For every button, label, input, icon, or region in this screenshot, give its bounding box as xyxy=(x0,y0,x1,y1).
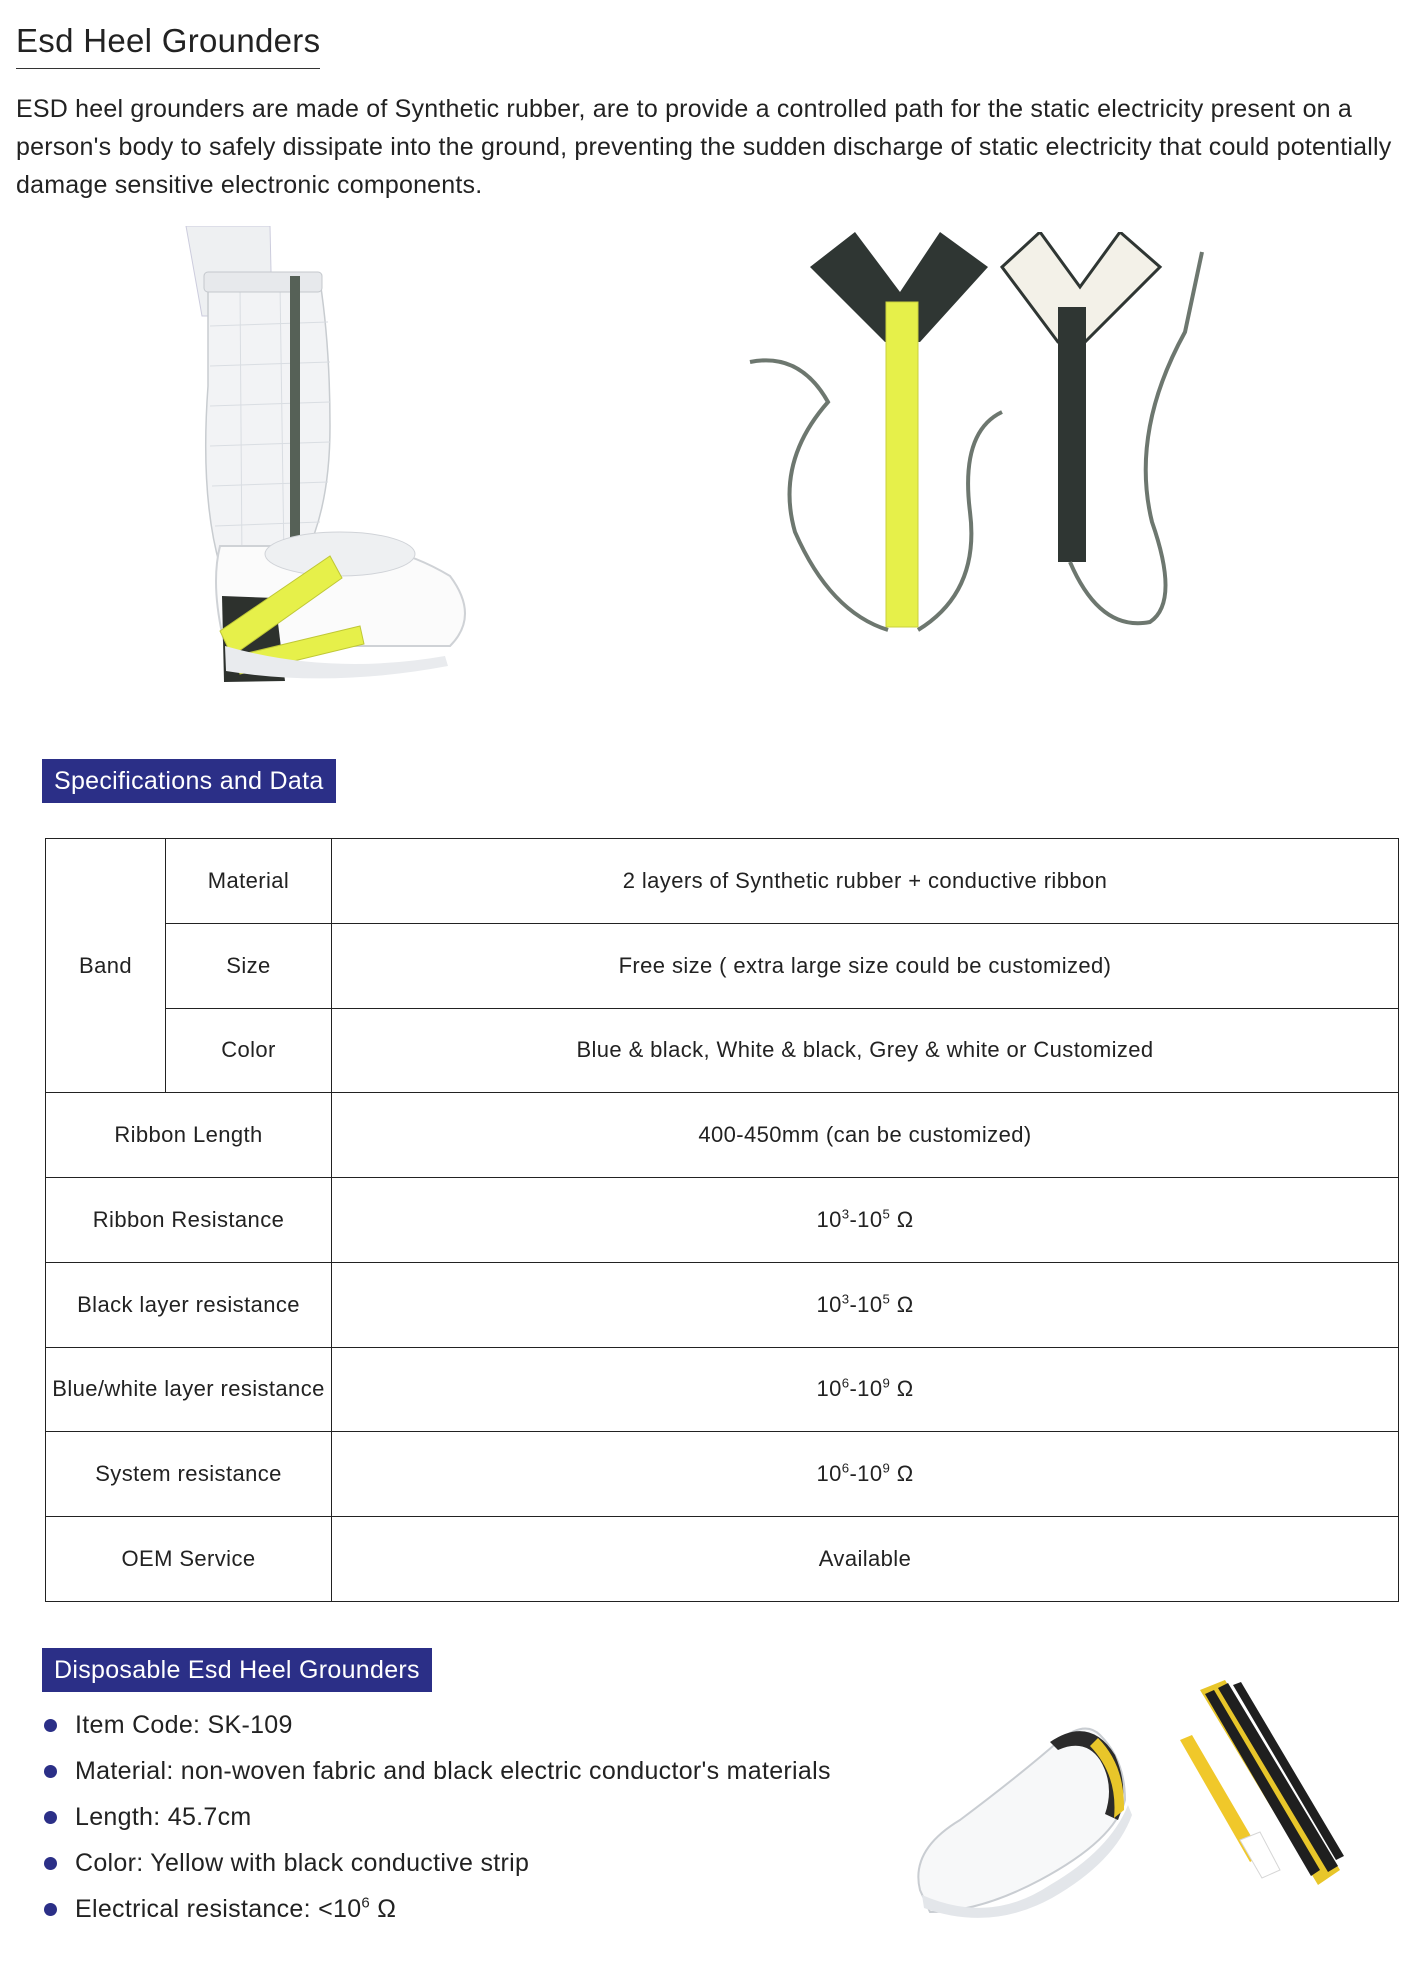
bluewhite-layer-resistance-value: $10^6-10^9$ Ω xyxy=(332,1347,1399,1432)
bullet-icon xyxy=(44,1719,57,1732)
disposable-heading: Disposable Esd Heel Grounders xyxy=(42,1648,432,1692)
bluewhite-layer-resistance-label: Blue/white layer resistance xyxy=(46,1347,332,1432)
list-item: Item Code: SK-109 xyxy=(42,1702,831,1748)
bullet-icon xyxy=(44,1765,57,1778)
color-value: Blue & black, White & black, Grey & white or Customized xyxy=(332,1008,1399,1093)
bullet-icon xyxy=(44,1811,57,1824)
table-row xyxy=(46,1178,1399,1263)
table-row xyxy=(46,1262,1399,1347)
spec-heading: Specifications and Data xyxy=(42,759,336,803)
list-item: Color: Yellow with black conductive strip xyxy=(42,1840,831,1886)
ribbon-resistance-label: Ribbon Resistance xyxy=(46,1178,332,1263)
oem-service-value: Available xyxy=(332,1517,1399,1602)
table-row xyxy=(46,839,1399,924)
list-item: Electrical resistance: $<10^6$ Ω xyxy=(42,1886,831,1932)
ribbon-resistance-value: $10^3-10^5$ Ω xyxy=(332,1178,1399,1263)
table-row xyxy=(46,1093,1399,1178)
table-row xyxy=(46,923,1399,1008)
boot-with-heel-grounder-image xyxy=(180,226,560,696)
disposable-heel-grounder-image xyxy=(900,1680,1380,1940)
list-item: Material: non-woven fabric and black electric conductor's materials xyxy=(42,1748,831,1794)
color-label: Color xyxy=(166,1008,332,1093)
table-row xyxy=(46,1432,1399,1517)
oem-service-label: OEM Service xyxy=(46,1517,332,1602)
table-row xyxy=(46,1008,1399,1093)
intro-paragraph: ESD heel grounders are made of Synthetic rubber, are to provide a controlled path for the static electricity present on a person's body to safely dissipate into the ground, preventing the sudden discharge of static electricity that could potentially damage sensitive electronic components. xyxy=(16,95,1392,199)
band-label: Band xyxy=(46,839,166,1093)
size-label: Size xyxy=(166,923,332,1008)
ribbon-length-value: 400-450mm (can be customized) xyxy=(332,1093,1399,1178)
material-label: Material xyxy=(166,839,332,924)
bullet-icon xyxy=(44,1903,57,1916)
feature-list xyxy=(42,1702,831,1932)
system-resistance-label: System resistance xyxy=(46,1432,332,1517)
size-value: Free size ( extra large size could be customized) xyxy=(332,923,1399,1008)
table-row xyxy=(46,1517,1399,1602)
system-resistance-value: $10^6-10^9$ Ω xyxy=(332,1432,1399,1517)
material-value: 2 layers of Synthetic rubber + conductive ribbon xyxy=(332,839,1399,924)
page-title: Esd Heel Grounders xyxy=(16,22,320,69)
table-row xyxy=(46,1347,1399,1432)
bullet-icon xyxy=(44,1857,57,1870)
list-item: Length: 45.7cm xyxy=(42,1794,831,1840)
black-layer-resistance-label: Black layer resistance xyxy=(46,1262,332,1347)
black-layer-resistance-value: $10^3-10^5$ Ω xyxy=(332,1262,1399,1347)
ribbon-length-label: Ribbon Length xyxy=(46,1093,332,1178)
spec-table xyxy=(45,838,1399,1602)
heel-grounders-image xyxy=(740,232,1240,652)
